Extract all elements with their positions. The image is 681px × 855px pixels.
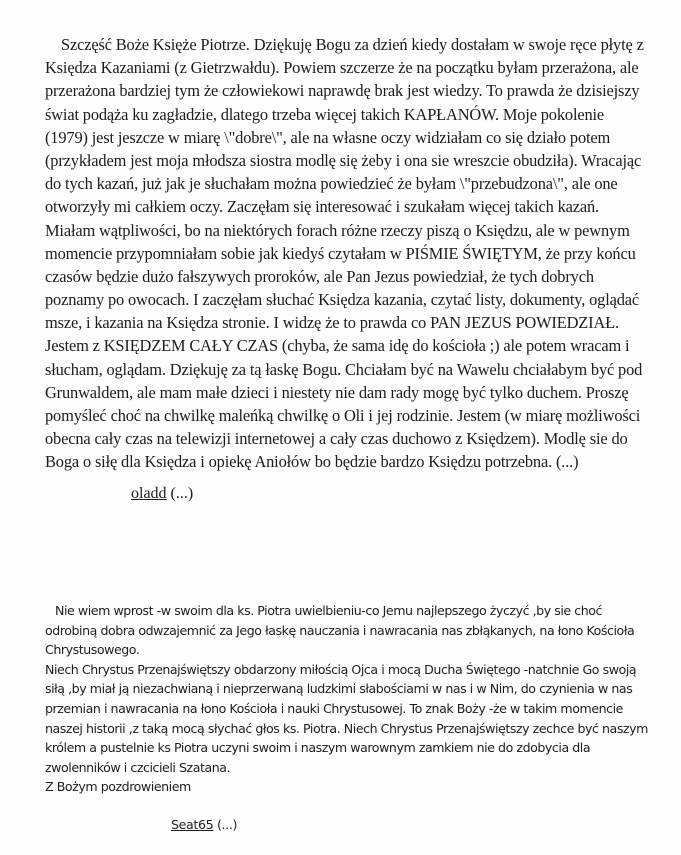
letter1-line: otworzyły mi całkiem oczy. Zaczęłam się interesować i szukałam więcej takich kazań. — [45, 197, 599, 217]
letter1-line: pomyśleć choć na chwilkę maleńką chwilkę o Oli i jej rodzinie. Jestem (w miarę możliwości — [45, 406, 641, 425]
signature-ellipsis: (...) — [213, 817, 238, 832]
letter1-line: słucham, oglądam. Dziękuję za tą łaskę Bogu. Chciałam być na Wawelu chciałabym być pod — [45, 359, 643, 379]
letter2-line: odrobiną dobra odwzajemnić za Jego łaskę nauczania i nawracania nas zbłąkanych, na łono Kościoła — [45, 622, 635, 638]
letter1-line: przerażona bardziej tym że człowiekowi naprawdę brak jest wiedzy. To prawda że dzisiejszy — [45, 81, 640, 101]
signature-oladd — [131, 484, 193, 504]
letter2-line: Chrystusowego. — [45, 642, 140, 658]
letter1-line: msze, i kazania na Księdza stronie. I widzę że to prawda co PAN JEZUS POWIEDZIAŁ. — [45, 313, 619, 333]
letter1-line: Miałam wątpliwości, bo na niektórych forach różne rzeczy piszą o Księdzu, ale w pewnym — [45, 220, 630, 240]
letter1-line: czasów będzie dużo fałszywych proroków, ale Pan Jezus powiedział, że tych dobrych — [45, 266, 594, 286]
signature-nick: oladd — [131, 485, 167, 502]
letter1-line: poznamy po owocach. I zaczęłam słuchać Księdza kazania, czytać listy, dokumenty, oglądać — [45, 290, 640, 310]
letter1-line: Grunwaldem, ale mam małe dzieci i niestety nie dam rady mogę być tylko duchem. Proszę — [45, 382, 629, 402]
letter2-line: Niech Chrystus Przenajświętszy obdarzony miłością Ojca i mocą Ducha Świętego -natchnie Go swoją — [45, 661, 637, 677]
letter2-line: siłą ,by miał ją niezachwianą i nieprzerwaną ludzkimi słabościami w nas i w Nim, do czynienia w nas — [45, 681, 633, 697]
letter1-line: Boga o siłę dla Księdza i opiekę Aniołów bo będzie bardzo Księdzu potrzebna. (...) — [45, 452, 579, 472]
signature-ellipsis: (...) — [166, 485, 194, 502]
letter1-line: (1979) jest jeszcze w miarę \"dobre\", ale na własne oczy widziałam co się działo potem — [45, 127, 611, 147]
letter1-line: momencie przypomniałam sobie jak kiedyś czytałam w PIŚMIE ŚWIĘTYM, że przy końcu — [45, 243, 636, 263]
signature-seat65 — [171, 816, 237, 834]
letter2-line: Z Bożym pozdrowieniem — [45, 779, 191, 795]
letter2-line: Nie wiem wprost -w swoim dla ks. Piotra uwielbieniu-co Jemu najlepszego życzyć ,by sie choć — [55, 603, 603, 618]
letter1-line: do tych kazań, już jak je słuchałam można powiedzieć że byłam \"przebudzona\", ale one — [45, 174, 618, 194]
letter1-line: świat podąża ku zagładzie, dlatego trzeba więcej takich KAPŁANÓW. Moje pokolenie — [45, 104, 605, 124]
letter2-line: zwolenników i czcicieli Szatana. — [45, 759, 231, 775]
letter1-line: obecna cały czas na telewizji internetowej a cały czas duchowo z Księdzem). Modlę sie do — [45, 429, 628, 449]
letter2-line: królem a pustelnie ks Piotra uczyni swoim i naszym warownym zamkiem nie do zdobycia dla — [45, 740, 591, 756]
signature-nick: Seat65 — [171, 817, 214, 832]
letter1-line: (przykładem jest moja młodsza siostra modlę się żeby i ona sie wreszcie obudziła). Wracając — [45, 150, 642, 170]
letter1-line: Szczęść Boże Księże Piotrze. Dziękuję Bogu za dzień kiedy dostałam w swoje ręce płytę z — [61, 35, 644, 54]
letter-seat65 — [45, 601, 675, 797]
letter-oladd — [45, 33, 645, 474]
letter1-line: Księdza Kazaniami (z Gietrzwałdu). Powiem szczerze że na początku byłam przerażona, ale — [45, 58, 639, 78]
letter2-line: przemian i nawracania na łono Kościoła i nauki Chrystusowej. To znak Boży -że w takim momencie — [45, 700, 623, 716]
letter2-line: naszej historii ,z taką mocą słychać głos ks. Piotra. Niech Chrystus Przenajświętszy zechce być naszym — [45, 720, 648, 736]
letter1-line: Jestem z KSIĘDZEM CAŁY CZAS (chyba, że sama idę do kościoła ;) ale potem wracam i — [45, 336, 630, 356]
